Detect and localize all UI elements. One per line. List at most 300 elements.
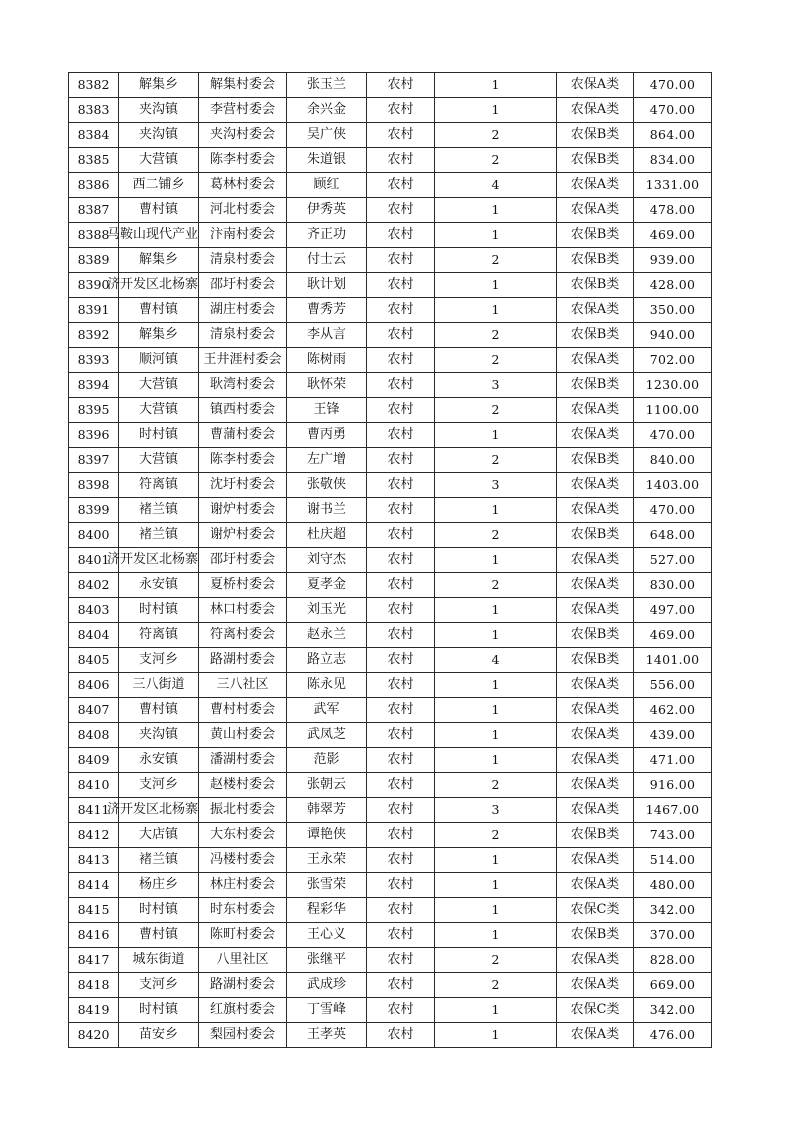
table-row [69,248,712,273]
village-committee-cell: 三八社区 [199,673,287,698]
household-count-cell: 2 [435,573,557,598]
town-cell: 符离镇 [119,623,199,648]
roster-table [68,72,712,1048]
residence-type-cell: 农村 [367,98,435,123]
person-name-cell: 王孝英 [287,1023,367,1048]
residence-type-cell: 农村 [367,698,435,723]
village-committee-cell: 耿湾村委会 [199,373,287,398]
village-committee-cell: 黄山村委会 [199,723,287,748]
table-row [69,748,712,773]
table-row [69,698,712,723]
household-count-cell: 2 [435,448,557,473]
insurance-category-cell: 农保A类 [557,948,634,973]
serial-number-cell: 8397 [69,448,119,473]
insurance-category-cell: 农保B类 [557,648,634,673]
serial-number-cell: 8409 [69,748,119,773]
table-row [69,923,712,948]
table-row [69,998,712,1023]
amount-cell: 864.00 [634,123,712,148]
amount-cell: 940.00 [634,323,712,348]
table-row [69,573,712,598]
serial-number-cell: 8415 [69,898,119,923]
household-count-cell: 1 [435,73,557,98]
town-cell: 支河乡 [119,773,199,798]
town-cell: 时村镇 [119,423,199,448]
person-name-cell: 张继平 [287,948,367,973]
village-committee-cell: 沈圩村委会 [199,473,287,498]
person-name-cell: 赵永兰 [287,623,367,648]
serial-number-cell: 8416 [69,923,119,948]
person-name-cell: 张雪荣 [287,873,367,898]
serial-number-cell: 8387 [69,198,119,223]
serial-number-cell: 8405 [69,648,119,673]
residence-type-cell: 农村 [367,448,435,473]
household-count-cell: 1 [435,623,557,648]
amount-cell: 469.00 [634,623,712,648]
person-name-cell: 程彩华 [287,898,367,923]
amount-cell: 514.00 [634,848,712,873]
village-committee-cell: 冯楼村委会 [199,848,287,873]
table-row [69,323,712,348]
household-count-cell: 2 [435,523,557,548]
residence-type-cell: 农村 [367,773,435,798]
household-count-cell: 2 [435,348,557,373]
serial-number-cell: 8395 [69,398,119,423]
residence-type-cell: 农村 [367,573,435,598]
village-committee-cell: 八里社区 [199,948,287,973]
household-count-cell: 2 [435,323,557,348]
household-count-cell: 1 [435,198,557,223]
village-committee-cell: 李营村委会 [199,98,287,123]
insurance-category-cell: 农保A类 [557,873,634,898]
person-name-cell: 齐正功 [287,223,367,248]
village-committee-cell: 镇西村委会 [199,398,287,423]
person-name-cell: 夏孝金 [287,573,367,598]
household-count-cell: 2 [435,948,557,973]
table-row [69,273,712,298]
serial-number-cell: 8412 [69,823,119,848]
town-cell: 永安镇 [119,748,199,773]
serial-number-cell: 8384 [69,123,119,148]
residence-type-cell: 农村 [367,423,435,448]
village-committee-cell: 潘湖村委会 [199,748,287,773]
insurance-category-cell: 农保B类 [557,448,634,473]
residence-type-cell: 农村 [367,473,435,498]
household-count-cell: 1 [435,698,557,723]
table-row [69,823,712,848]
household-count-cell: 3 [435,473,557,498]
serial-number-cell: 8404 [69,623,119,648]
town-cell: 大店镇 [119,823,199,848]
town-cell: 大营镇 [119,398,199,423]
person-name-cell: 曹丙勇 [287,423,367,448]
table-row [69,873,712,898]
town-cell: 苗安乡 [119,1023,199,1048]
serial-number-cell: 8413 [69,848,119,873]
insurance-category-cell: 农保B类 [557,123,634,148]
table-row [69,673,712,698]
residence-type-cell: 农村 [367,598,435,623]
table-row [69,423,712,448]
amount-cell: 556.00 [634,673,712,698]
residence-type-cell: 农村 [367,323,435,348]
village-committee-cell: 林庄村委会 [199,873,287,898]
residence-type-cell: 农村 [367,373,435,398]
serial-number-cell: 8414 [69,873,119,898]
residence-type-cell: 农村 [367,1023,435,1048]
town-cell: 褚兰镇 [119,848,199,873]
village-committee-cell: 谢炉村委会 [199,523,287,548]
household-count-cell: 3 [435,798,557,823]
table-row [69,948,712,973]
household-count-cell: 1 [435,723,557,748]
town-cell: 曹村镇 [119,298,199,323]
household-count-cell: 1 [435,923,557,948]
household-count-cell: 2 [435,398,557,423]
serial-number-cell: 8411 [69,798,119,823]
town-cell [106,223,199,248]
insurance-category-cell: 农保B类 [557,823,634,848]
village-committee-cell: 解集村委会 [199,73,287,98]
person-name-cell: 王永荣 [287,848,367,873]
amount-cell: 1401.00 [634,648,712,673]
serial-number-cell: 8403 [69,598,119,623]
person-name-cell: 张玉兰 [287,73,367,98]
insurance-category-cell: 农保C类 [557,898,634,923]
person-name-cell: 陈树雨 [287,348,367,373]
residence-type-cell: 农村 [367,173,435,198]
residence-type-cell: 农村 [367,498,435,523]
insurance-category-cell: 农保A类 [557,398,634,423]
residence-type-cell: 农村 [367,248,435,273]
serial-number-cell: 8398 [69,473,119,498]
amount-cell: 470.00 [634,98,712,123]
village-committee-cell: 夹沟村委会 [199,123,287,148]
insurance-category-cell: 农保A类 [557,1023,634,1048]
serial-number-cell: 8393 [69,348,119,373]
insurance-category-cell: 农保A类 [557,598,634,623]
serial-number-cell: 8408 [69,723,119,748]
person-name-cell: 丁雪峰 [287,998,367,1023]
residence-type-cell: 农村 [367,648,435,673]
residence-type-cell: 农村 [367,923,435,948]
amount-cell: 1230.00 [634,373,712,398]
table-row [69,898,712,923]
person-name-cell: 刘玉光 [287,598,367,623]
insurance-category-cell: 农保A类 [557,98,634,123]
serial-number-cell: 8407 [69,698,119,723]
amount-cell: 462.00 [634,698,712,723]
table-row [69,773,712,798]
household-count-cell: 1 [435,223,557,248]
table-row [69,98,712,123]
town-cell: 时村镇 [119,998,199,1023]
town-cell: 曹村镇 [119,198,199,223]
village-committee-cell: 清泉村委会 [199,248,287,273]
person-name-cell: 曹秀芳 [287,298,367,323]
insurance-category-cell: 农保B类 [557,223,634,248]
person-name-cell: 范影 [287,748,367,773]
amount-cell: 916.00 [634,773,712,798]
serial-number-cell: 8385 [69,148,119,173]
person-name-cell: 张朝云 [287,773,367,798]
person-name-cell: 吴广侠 [287,123,367,148]
town-cell [106,798,199,823]
serial-number-cell: 8417 [69,948,119,973]
insurance-category-cell: 农保A类 [557,348,634,373]
amount-cell: 480.00 [634,873,712,898]
person-name-cell: 张敬侠 [287,473,367,498]
residence-type-cell: 农村 [367,873,435,898]
amount-cell: 469.00 [634,223,712,248]
town-cell: 杨庄乡 [119,873,199,898]
table-row [69,648,712,673]
town-cell: 时村镇 [119,598,199,623]
table-row [69,223,712,248]
insurance-category-cell: 农保B类 [557,148,634,173]
household-count-cell: 2 [435,123,557,148]
village-committee-cell: 梨园村委会 [199,1023,287,1048]
village-committee-cell: 曹蒲村委会 [199,423,287,448]
town-cell: 时村镇 [119,898,199,923]
serial-number-cell: 8392 [69,323,119,348]
household-count-cell: 2 [435,148,557,173]
village-committee-cell: 王井涯村委会 [199,348,287,373]
household-count-cell: 4 [435,173,557,198]
town-cell: 符离镇 [119,473,199,498]
village-committee-cell: 夏桥村委会 [199,573,287,598]
town-cell: 永安镇 [119,573,199,598]
residence-type-cell: 农村 [367,548,435,573]
amount-cell: 470.00 [634,498,712,523]
person-name-cell: 余兴金 [287,98,367,123]
insurance-category-cell: 农保A类 [557,73,634,98]
serial-number-cell: 8400 [69,523,119,548]
village-committee-cell: 陈李村委会 [199,148,287,173]
residence-type-cell: 农村 [367,798,435,823]
village-committee-cell: 谢炉村委会 [199,498,287,523]
town-cell: 大营镇 [119,448,199,473]
serial-number-cell: 8418 [69,973,119,998]
residence-type-cell: 农村 [367,973,435,998]
village-committee-cell: 符离村委会 [199,623,287,648]
insurance-category-cell: 农保C类 [557,998,634,1023]
table-row [69,723,712,748]
residence-type-cell: 农村 [367,623,435,648]
residence-type-cell: 农村 [367,198,435,223]
person-name-cell: 耿计划 [287,273,367,298]
insurance-category-cell: 农保A类 [557,498,634,523]
town-cell: 解集乡 [119,248,199,273]
serial-number-cell: 8391 [69,298,119,323]
amount-cell: 834.00 [634,148,712,173]
amount-cell: 497.00 [634,598,712,623]
table-row [69,173,712,198]
insurance-category-cell: 农保A类 [557,473,634,498]
residence-type-cell: 农村 [367,298,435,323]
household-count-cell: 1 [435,548,557,573]
amount-cell: 669.00 [634,973,712,998]
amount-cell: 648.00 [634,523,712,548]
person-name-cell: 顾红 [287,173,367,198]
amount-cell: 470.00 [634,423,712,448]
town-cell: 夹沟镇 [119,98,199,123]
insurance-category-cell: 农保B类 [557,248,634,273]
table-row [69,123,712,148]
residence-type-cell: 农村 [367,748,435,773]
table-row [69,973,712,998]
town-text: 济开发区北杨寨 [106,277,198,292]
person-name-cell: 杜庆超 [287,523,367,548]
insurance-category-cell: 农保A类 [557,298,634,323]
town-cell [106,273,199,298]
village-committee-cell: 曹村村委会 [199,698,287,723]
person-name-cell: 伊秀英 [287,198,367,223]
town-cell: 夹沟镇 [119,723,199,748]
amount-cell: 1331.00 [634,173,712,198]
town-cell: 三八街道 [119,673,199,698]
insurance-category-cell: 农保A类 [557,748,634,773]
village-committee-cell: 葛林村委会 [199,173,287,198]
insurance-category-cell: 农保B类 [557,373,634,398]
serial-number-cell: 8394 [69,373,119,398]
residence-type-cell: 农村 [367,398,435,423]
town-cell: 大营镇 [119,148,199,173]
table-row [69,1023,712,1048]
table-row [69,548,712,573]
insurance-category-cell: 农保A类 [557,848,634,873]
amount-cell: 342.00 [634,998,712,1023]
table-row [69,398,712,423]
table-row [69,348,712,373]
town-cell: 褚兰镇 [119,523,199,548]
serial-number-cell: 8382 [69,73,119,98]
table-row [69,373,712,398]
person-name-cell: 左广增 [287,448,367,473]
person-name-cell: 刘守杰 [287,548,367,573]
insurance-category-cell: 农保A类 [557,198,634,223]
person-name-cell: 谢书兰 [287,498,367,523]
household-count-cell: 1 [435,498,557,523]
amount-cell: 342.00 [634,898,712,923]
household-count-cell: 1 [435,423,557,448]
village-committee-cell: 陈李村委会 [199,448,287,473]
person-name-cell: 耿怀荣 [287,373,367,398]
insurance-category-cell: 农保A类 [557,973,634,998]
village-committee-cell: 赵楼村委会 [199,773,287,798]
table-row [69,473,712,498]
amount-cell: 478.00 [634,198,712,223]
table-row [69,298,712,323]
insurance-category-cell: 农保A类 [557,723,634,748]
household-count-cell: 2 [435,773,557,798]
village-committee-cell: 汴南村委会 [199,223,287,248]
amount-cell: 828.00 [634,948,712,973]
serial-number-cell: 8396 [69,423,119,448]
town-cell: 解集乡 [119,323,199,348]
person-name-cell: 武凤芝 [287,723,367,748]
household-count-cell: 1 [435,598,557,623]
serial-number-cell: 8401 [69,548,119,573]
village-committee-cell: 邵圩村委会 [199,273,287,298]
residence-type-cell: 农村 [367,723,435,748]
residence-type-cell: 农村 [367,123,435,148]
amount-cell: 743.00 [634,823,712,848]
amount-cell: 476.00 [634,1023,712,1048]
household-count-cell: 2 [435,823,557,848]
serial-number-cell: 8390 [69,273,119,298]
town-cell: 夹沟镇 [119,123,199,148]
table-row [69,623,712,648]
amount-cell: 350.00 [634,298,712,323]
serial-number-cell: 8389 [69,248,119,273]
person-name-cell: 王心义 [287,923,367,948]
insurance-category-cell: 农保A类 [557,173,634,198]
insurance-category-cell: 农保B类 [557,923,634,948]
household-count-cell: 3 [435,373,557,398]
amount-cell: 840.00 [634,448,712,473]
person-name-cell: 韩翠芳 [287,798,367,823]
table-row [69,523,712,548]
amount-cell: 439.00 [634,723,712,748]
residence-type-cell: 农村 [367,673,435,698]
village-committee-cell: 林口村委会 [199,598,287,623]
insurance-category-cell: 农保B类 [557,323,634,348]
amount-cell: 470.00 [634,73,712,98]
residence-type-cell: 农村 [367,348,435,373]
table-row [69,198,712,223]
town-cell: 曹村镇 [119,698,199,723]
table-row [69,498,712,523]
residence-type-cell: 农村 [367,273,435,298]
table-row [69,448,712,473]
town-text: 马鞍山现代产业 [106,227,198,242]
amount-cell: 471.00 [634,748,712,773]
person-name-cell: 武军 [287,698,367,723]
insurance-category-cell: 农保B类 [557,273,634,298]
town-cell [106,548,199,573]
amount-cell: 702.00 [634,348,712,373]
household-count-cell: 1 [435,848,557,873]
person-name-cell: 路立志 [287,648,367,673]
person-name-cell: 武成珍 [287,973,367,998]
village-committee-cell: 湖庄村委会 [199,298,287,323]
serial-number-cell: 8406 [69,673,119,698]
town-cell: 西二铺乡 [119,173,199,198]
person-name-cell: 朱道银 [287,148,367,173]
household-count-cell: 1 [435,873,557,898]
amount-cell: 527.00 [634,548,712,573]
table-row [69,148,712,173]
town-cell: 解集乡 [119,73,199,98]
person-name-cell: 李从言 [287,323,367,348]
serial-number-cell: 8386 [69,173,119,198]
household-count-cell: 1 [435,1023,557,1048]
person-name-cell: 王锋 [287,398,367,423]
amount-cell: 428.00 [634,273,712,298]
town-cell: 支河乡 [119,973,199,998]
insurance-category-cell: 农保A类 [557,423,634,448]
household-count-cell: 1 [435,273,557,298]
amount-cell: 1403.00 [634,473,712,498]
village-committee-cell: 大东村委会 [199,823,287,848]
serial-number-cell: 8420 [69,1023,119,1048]
residence-type-cell: 农村 [367,998,435,1023]
roster-body [69,73,712,1048]
town-cell: 顺河镇 [119,348,199,373]
table-row [69,598,712,623]
insurance-category-cell: 农保B类 [557,523,634,548]
